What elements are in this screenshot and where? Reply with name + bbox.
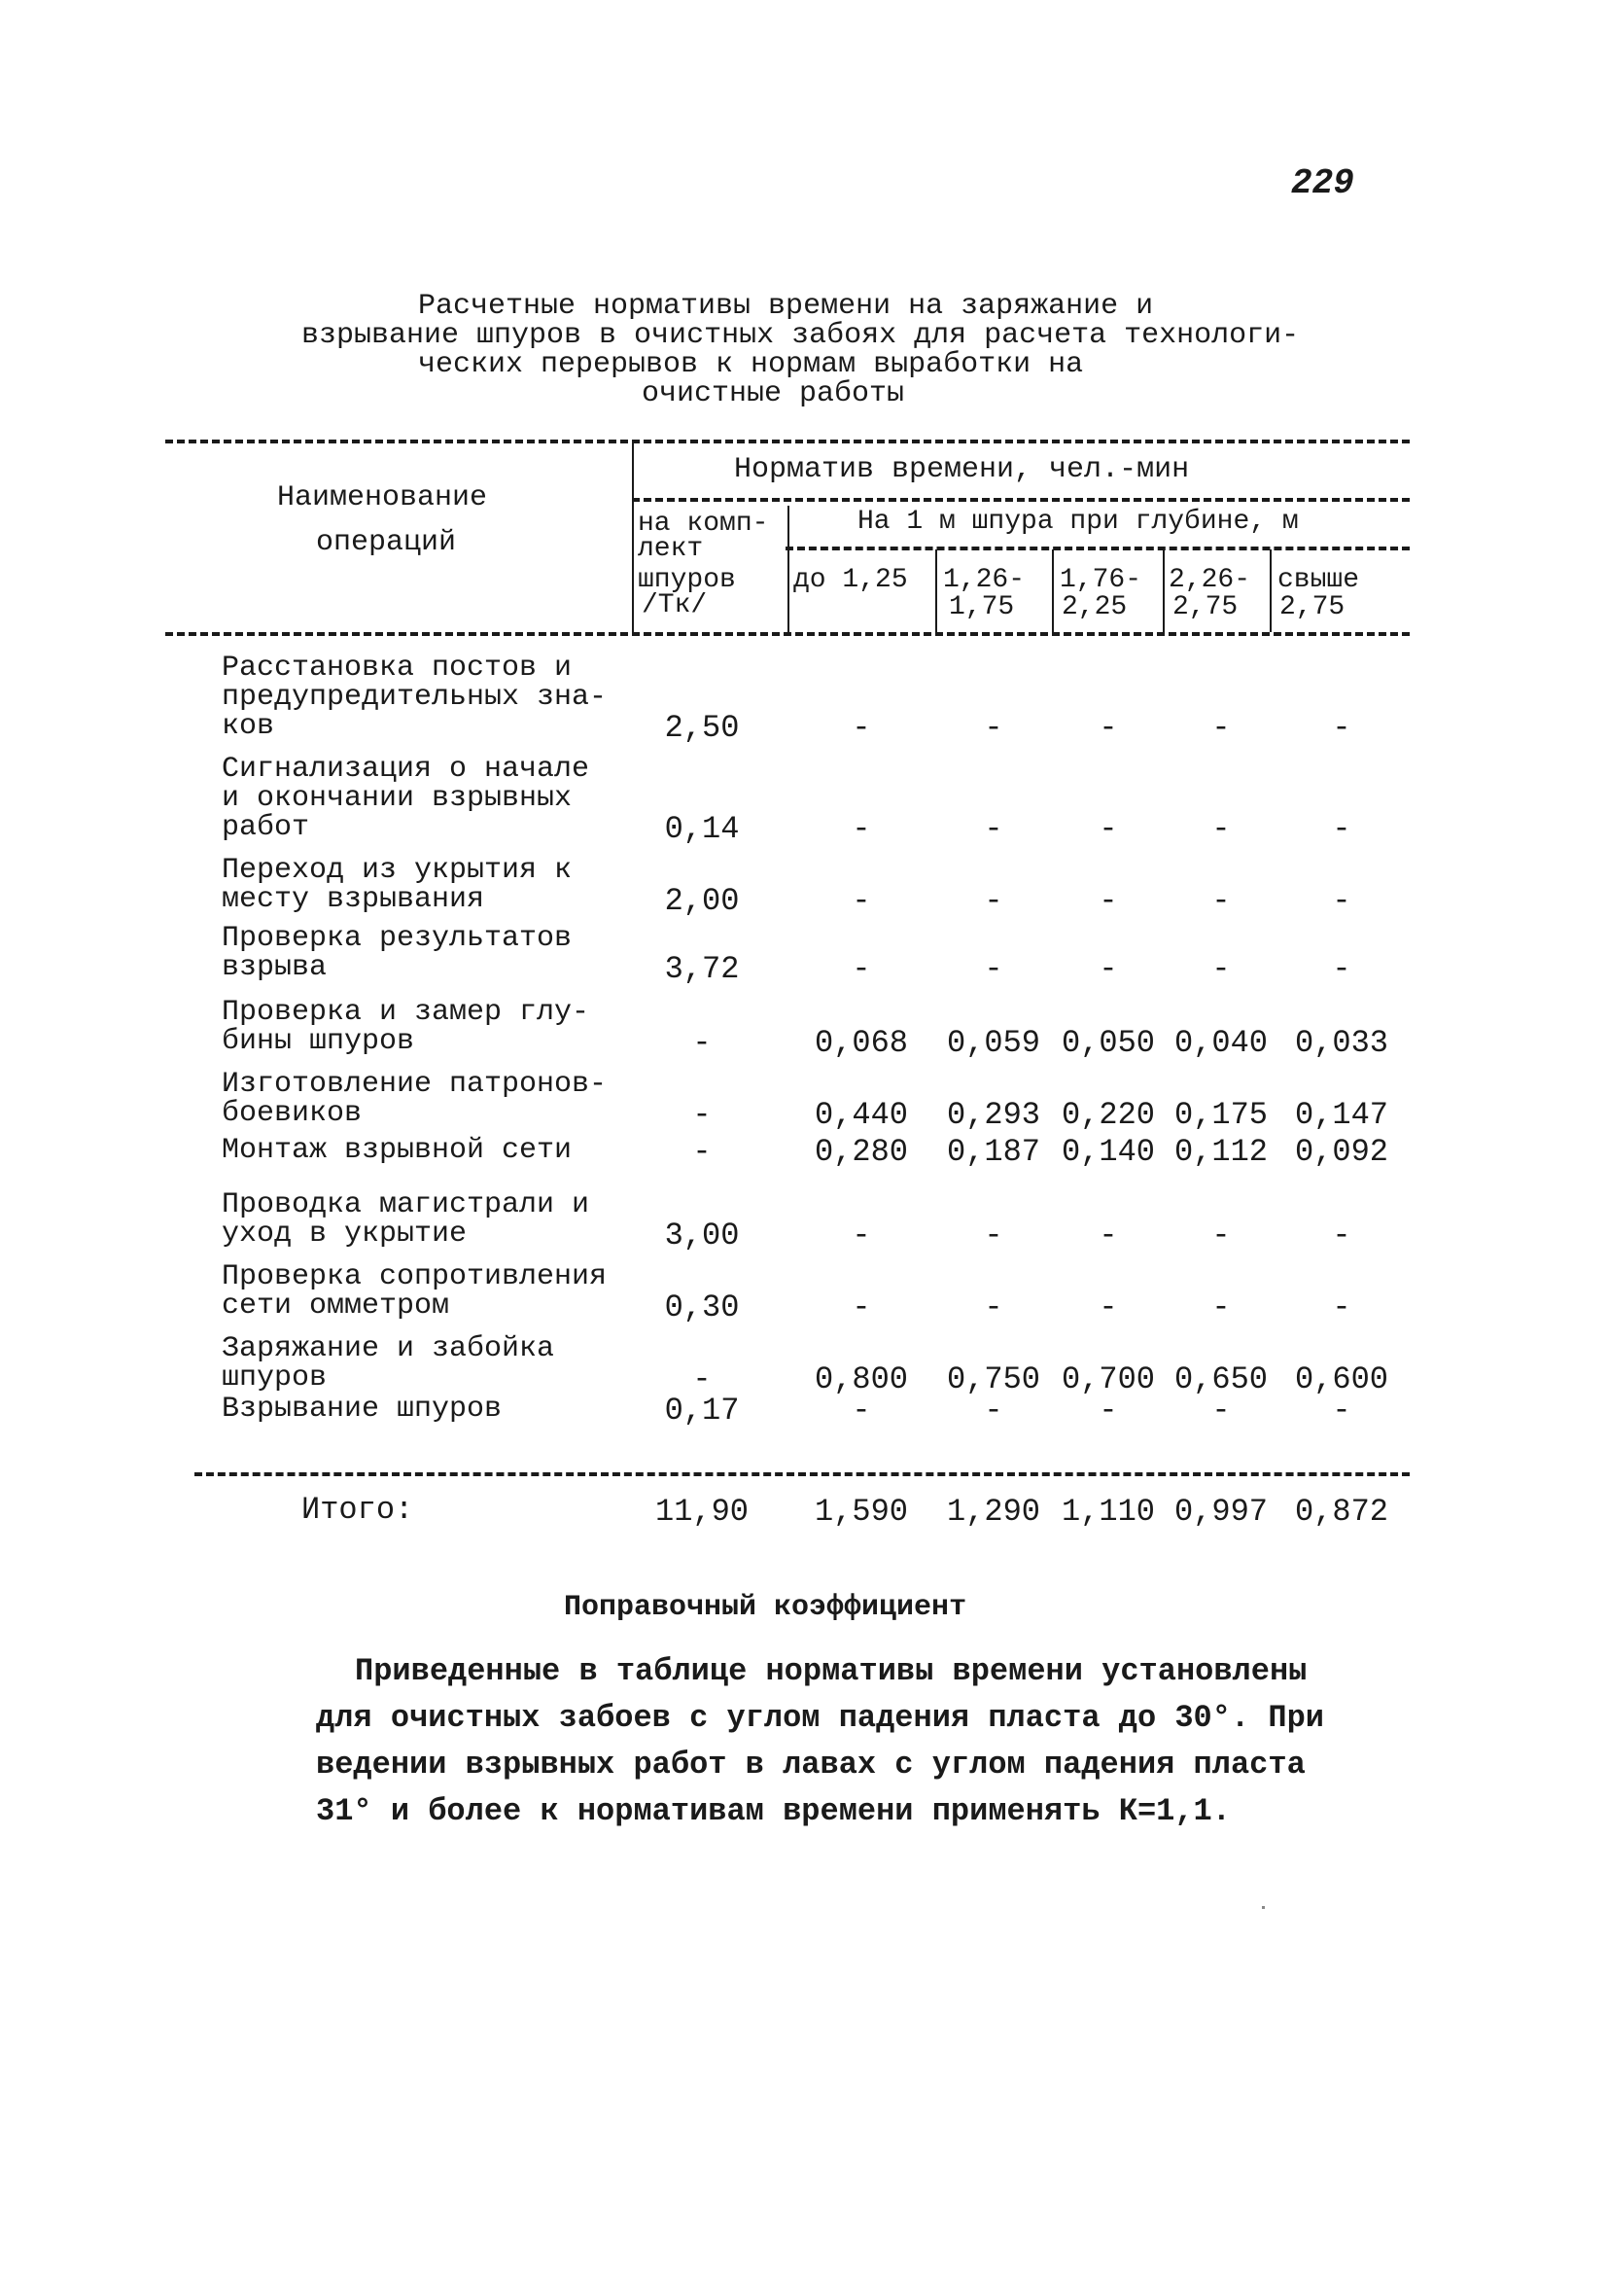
header-divider-main <box>632 442 634 632</box>
header-depth-5a: свыше <box>1277 565 1360 595</box>
correction-line-3: ведении взрывных работ в лавах с углом падения пласта <box>316 1747 1306 1783</box>
operation-name: Монтаж взрывной сети <box>222 1134 573 1167</box>
header-depth-2b: 1,75 <box>949 592 1015 622</box>
table-cell: 0,600 <box>1294 1361 1388 1397</box>
header-divider-2 <box>935 549 937 632</box>
operation-name: Заряжание и забойка шпуров <box>222 1332 555 1395</box>
total-label: Итого: <box>301 1492 414 1528</box>
total-cell: 1,290 <box>946 1494 1040 1530</box>
table-top-rule <box>165 440 1410 443</box>
header-depth-3b: 2,25 <box>1062 592 1128 622</box>
table-cell: - <box>1332 1393 1351 1429</box>
table-cell: 0,293 <box>946 1097 1040 1133</box>
table-cell: 0,147 <box>1294 1097 1388 1133</box>
correction-line-2: для очистных забоев с углом падения пласта до 30°. При <box>316 1700 1324 1736</box>
table-cell: - <box>1211 811 1231 847</box>
table-cell: - <box>692 1025 712 1061</box>
table-cell: - <box>1099 710 1118 746</box>
table-cell: - <box>1099 1218 1118 1254</box>
table-cell: - <box>1211 1393 1231 1429</box>
header-per-set-4: /Тк/ <box>642 590 708 620</box>
table-cell: 0,30 <box>664 1289 740 1325</box>
header-depth-4a: 2,26- <box>1169 565 1251 595</box>
scan-speck <box>1262 1906 1265 1909</box>
table-cell: - <box>852 1289 871 1325</box>
header-operations: Наименование <box>277 481 488 514</box>
table-cell: - <box>1099 1289 1118 1325</box>
table-cell: - <box>852 951 871 987</box>
header-norm-time: Норматив времени, чел.-мин <box>734 453 1190 486</box>
table-cell: - <box>852 883 871 919</box>
table-cell: - <box>1211 1289 1231 1325</box>
header-depth-2a: 1,26- <box>943 565 1026 595</box>
table-cell: 0,175 <box>1173 1097 1268 1133</box>
header-divider-1 <box>787 506 789 632</box>
table-cell: 0,040 <box>1173 1025 1268 1061</box>
header-per-meter: На 1 м шпура при глубине, м <box>857 507 1299 537</box>
table-cell: 2,50 <box>664 710 740 746</box>
table-cell: - <box>852 1218 871 1254</box>
table-cell: - <box>984 1393 1003 1429</box>
table-cell: - <box>852 1393 871 1429</box>
table-cell: - <box>984 951 1003 987</box>
table-cell: - <box>692 1361 712 1397</box>
total-rule <box>194 1472 1410 1476</box>
operation-name: Сигнализация о начале и окончании взрывных работ <box>222 753 590 844</box>
total-cell: 11,90 <box>654 1494 749 1530</box>
table-cell: - <box>984 1289 1003 1325</box>
table-cell: - <box>1211 1218 1231 1254</box>
table-cell: - <box>1211 710 1231 746</box>
table-cell: 0,17 <box>664 1393 740 1429</box>
correction-heading: Поправочный коэффициент <box>564 1591 967 1624</box>
table-cell: - <box>852 710 871 746</box>
table-cell: - <box>984 811 1003 847</box>
total-cell: 0,997 <box>1173 1494 1268 1530</box>
table-cell: 3,00 <box>664 1218 740 1254</box>
table-cell: - <box>692 1097 712 1133</box>
table-cell: 0,050 <box>1061 1025 1155 1061</box>
table-cell: - <box>852 811 871 847</box>
total-cell: 1,590 <box>814 1494 908 1530</box>
page-number: 229 <box>1291 163 1354 203</box>
table-cell: - <box>1332 710 1351 746</box>
table-cell: - <box>1332 951 1351 987</box>
operation-name: Проверка сопротивления сети омметром <box>222 1260 608 1323</box>
title-line-4: очистные работы <box>642 377 905 410</box>
operation-name: Переход из укрытия к месту взрывания <box>222 854 573 916</box>
table-cell: 0,068 <box>814 1025 908 1061</box>
header-depth-5b: 2,75 <box>1279 592 1346 622</box>
table-cell: - <box>984 1218 1003 1254</box>
total-cell: 1,110 <box>1061 1494 1155 1530</box>
operation-name: Проверка и замер глу- бины шпуров <box>222 996 590 1058</box>
table-cell: 0,033 <box>1294 1025 1388 1061</box>
header-depth-4b: 2,75 <box>1172 592 1239 622</box>
operation-name: Изготовление патронов- боевиков <box>222 1068 608 1130</box>
title-line-1: Расчетные нормативы времени на заряжание и <box>418 290 1154 323</box>
table-cell: - <box>1099 883 1118 919</box>
operation-name: Расстановка постов и предупредительных зна- ков <box>222 652 608 743</box>
table-cell: 0,059 <box>946 1025 1040 1061</box>
table-cell: 0,187 <box>946 1134 1040 1170</box>
table-cell: 0,800 <box>814 1361 908 1397</box>
table-cell: 0,220 <box>1061 1097 1155 1133</box>
table-cell: - <box>1332 1289 1351 1325</box>
title-line-3: ческих перерывов к нормам выработки на <box>418 348 1084 381</box>
header-operations-2: операций <box>316 526 457 559</box>
table-cell: 0,750 <box>946 1361 1040 1397</box>
table-cell: - <box>692 1134 712 1170</box>
depth-subrule <box>786 547 1410 550</box>
header-depth-3a: 1,76- <box>1060 565 1142 595</box>
table-cell: 0,092 <box>1294 1134 1388 1170</box>
table-cell: - <box>1332 1218 1351 1254</box>
header-per-set-3: шпуров <box>638 565 736 595</box>
header-divider-4 <box>1163 549 1165 632</box>
table-cell: 2,00 <box>664 883 740 919</box>
header-divider-3 <box>1052 549 1054 632</box>
table-cell: - <box>1332 811 1351 847</box>
table-cell: 0,650 <box>1173 1361 1268 1397</box>
table-cell: - <box>1099 951 1118 987</box>
table-cell: 0,440 <box>814 1097 908 1133</box>
correction-line-4: 31° и более к нормативам времени применять К=1,1. <box>316 1793 1231 1829</box>
header-divider-5 <box>1270 549 1272 632</box>
operation-name: Проверка результатов взрыва <box>222 922 573 984</box>
title-line-2: взрывание шпуров в очистных забоях для расчета технологи- <box>301 319 1300 352</box>
correction-line-1: Приведенные в таблице нормативы времени установлены <box>355 1653 1308 1689</box>
header-bottom-rule <box>165 632 1410 636</box>
header-depth-1: до 1,25 <box>793 565 908 595</box>
table-cell: 3,72 <box>664 951 740 987</box>
total-cell: 0,872 <box>1294 1494 1388 1530</box>
norm-subrule <box>632 498 1410 502</box>
table-cell: - <box>1211 951 1231 987</box>
table-cell: 0,112 <box>1173 1134 1268 1170</box>
table-cell: - <box>1211 883 1231 919</box>
table-cell: - <box>984 710 1003 746</box>
header-per-set-1: на комп- <box>638 509 769 539</box>
table-cell: - <box>1099 811 1118 847</box>
operation-name: Проводка магистрали и уход в укрытие <box>222 1188 590 1251</box>
table-cell: 0,14 <box>664 811 740 847</box>
table-cell: 0,700 <box>1061 1361 1155 1397</box>
table-cell: - <box>1099 1393 1118 1429</box>
table-cell: 0,280 <box>814 1134 908 1170</box>
operation-name: Взрывание шпуров <box>222 1393 503 1426</box>
table-cell: 0,140 <box>1061 1134 1155 1170</box>
header-per-set-2: лект <box>638 534 704 564</box>
table-cell: - <box>984 883 1003 919</box>
table-cell: - <box>1332 883 1351 919</box>
